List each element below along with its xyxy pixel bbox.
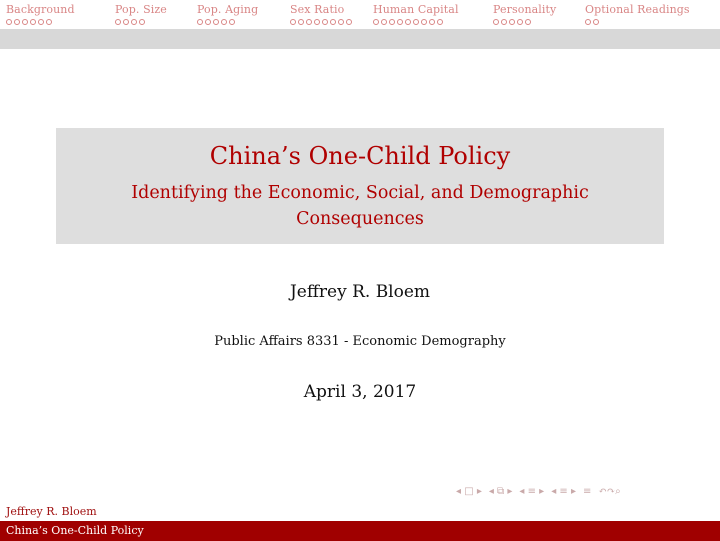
subsection-dot[interactable] [322,19,328,25]
nav-section-sex-ratio[interactable] [290,3,352,25]
subsection-dot[interactable] [229,19,235,25]
footer-author: Jeffrey R. Bloem [6,505,97,518]
subsection-dot[interactable] [22,19,28,25]
footer-title-bar [0,521,720,541]
subsection-dot[interactable] [338,19,344,25]
subsection-dot[interactable] [30,19,36,25]
subsection-dots [197,19,258,25]
subsection-dot[interactable] [205,19,211,25]
subsection-dot[interactable] [306,19,312,25]
subsection-dot[interactable] [429,19,435,25]
slide-subtitle: Identifying the Economic, Social, and Demographic Consequences [131,183,589,229]
subsection-dots [493,19,556,25]
frame-nav-icon[interactable]: ◂ □ ▸ [456,485,482,497]
author-name: Jeffrey R. Bloem [289,282,431,302]
subsection-dot[interactable] [314,19,320,25]
subsection-dot[interactable] [46,19,52,25]
subsection-dot[interactable] [413,19,419,25]
subsection-dot[interactable] [493,19,499,25]
subsection-dot[interactable] [131,19,137,25]
subsection-dot[interactable] [397,19,403,25]
subsection-dots [115,19,167,25]
nav-label: Human Capital [373,3,459,16]
section-navigation [0,0,720,29]
beamer-navigation-controls [456,484,621,498]
footer-title: China’s One-Child Policy [6,524,144,537]
subsection-dot[interactable] [389,19,395,25]
subsection-dot[interactable] [197,19,203,25]
subsection-dot[interactable] [373,19,379,25]
section-nav-icon[interactable]: ◂ ≡ ▸ [519,485,545,497]
subsection-dot[interactable] [593,19,599,25]
nav-section-optional-readings[interactable] [585,3,690,25]
presentation-date: April 3, 2017 [303,382,417,402]
subsection-dot[interactable] [290,19,296,25]
subsection-dot[interactable] [213,19,219,25]
subsection-dot[interactable] [6,19,12,25]
nav-label: Sex Ratio [290,3,345,16]
title-block [56,128,664,244]
nav-label: Pop. Aging [197,3,259,16]
subsection-dots [290,19,352,25]
nav-section-pop-aging[interactable] [197,3,258,25]
subsection-dots [6,19,75,25]
header-bar [0,29,720,49]
appendix-nav-icon[interactable]: ≡ [582,485,592,497]
subsection-dot[interactable] [330,19,336,25]
nav-section-human-capital[interactable] [373,3,459,25]
subsection-dot[interactable] [517,19,523,25]
subsection-dots [373,19,459,25]
subsection-dot[interactable] [421,19,427,25]
subsection-dot[interactable] [14,19,20,25]
document-nav-icon[interactable]: ◂ ≡ ▸ [551,485,576,497]
subsection-dot[interactable] [437,19,443,25]
subsection-dot[interactable] [585,19,591,25]
subsection-dot[interactable] [123,19,129,25]
subsection-dot[interactable] [115,19,121,25]
nav-section-background[interactable] [6,3,75,25]
institute: Public Affairs 8331 - Economic Demography [214,334,506,349]
subsection-dot[interactable] [381,19,387,25]
nav-section-pop-size[interactable] [115,3,167,25]
nav-label: Personality [493,3,557,16]
nav-label: Pop. Size [115,3,167,16]
nav-label: Background [6,3,75,16]
subsection-dot[interactable] [525,19,531,25]
subsection-dot[interactable] [501,19,507,25]
subsection-dot[interactable] [298,19,304,25]
subsection-dot[interactable] [38,19,44,25]
subsection-dots [585,19,690,25]
back-forward-search-icon[interactable]: ↶↷⌕ [598,485,621,497]
subsection-dot[interactable] [509,19,515,25]
subsection-dot[interactable] [139,19,145,25]
nav-section-personality[interactable] [493,3,556,25]
subsection-dot[interactable] [346,19,352,25]
subsection-dot[interactable] [405,19,411,25]
subsection-nav-icon[interactable]: ◂ ⧉ ▸ [488,485,513,497]
slide-title: China’s One-Child Policy [209,142,511,170]
nav-label: Optional Readings [585,3,690,16]
subsection-dot[interactable] [221,19,227,25]
footer-author-bar [0,502,720,521]
